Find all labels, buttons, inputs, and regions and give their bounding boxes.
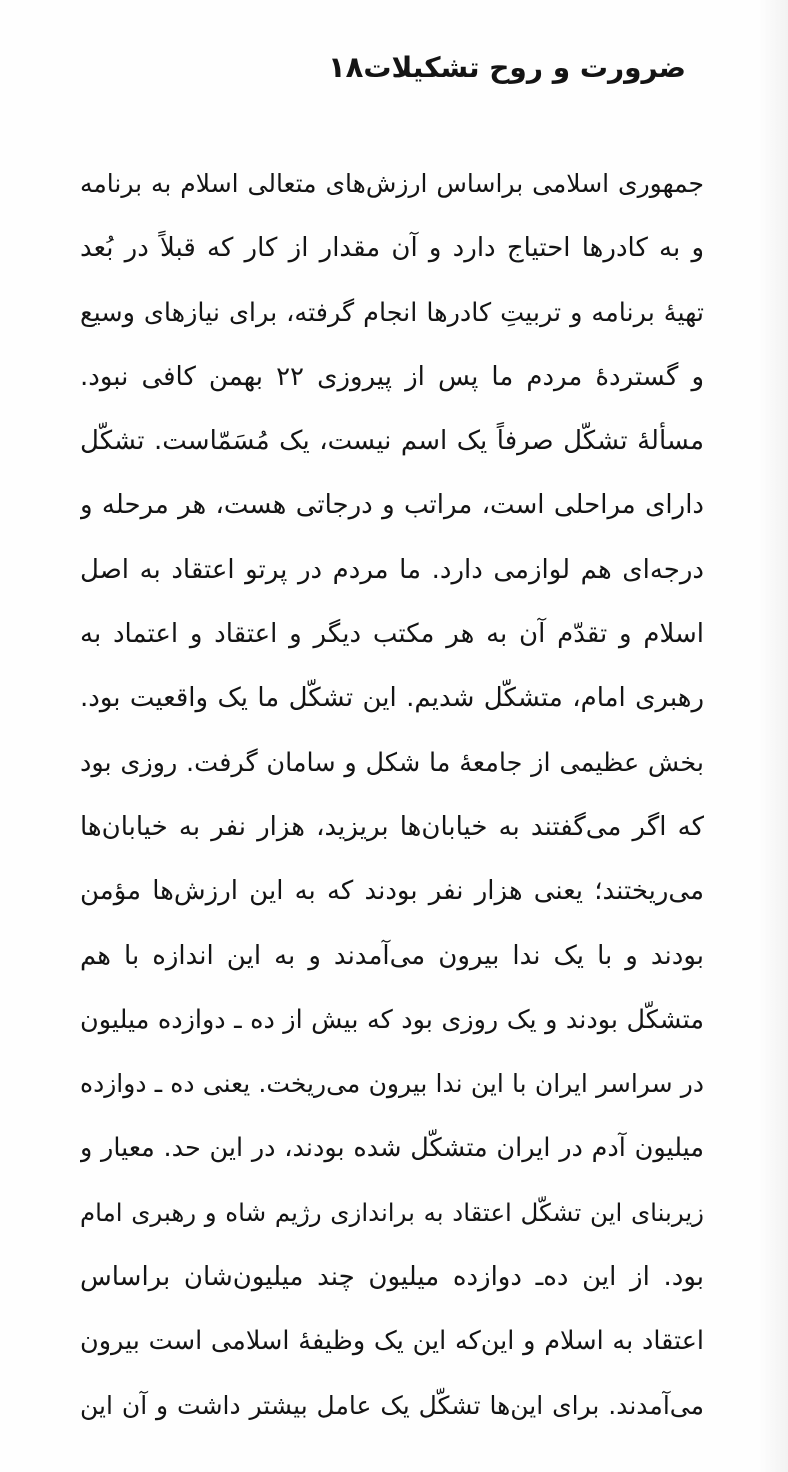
page-number: ۱۸: [327, 50, 364, 84]
text-line: اعتقاد به اسلام و این‌که این یک وظیفهٔ اسلامی است بیرون: [80, 1326, 704, 1357]
text-line: دارای مراحلی است، مراتب و درجاتی هست، هر مرحله و: [80, 490, 704, 521]
text-line: درجه‌ای هم لوازمی دارد. ما مردم در پرتو اعتقاد به اصل: [80, 554, 704, 585]
text-line: رهبری امام، متشکّل شدیم. این تشکّل ما یک واقعیت بود.: [80, 683, 704, 714]
text-line: بود. از این ده‌ـ دوازده میلیون چند میلیون‌شان براساس: [80, 1262, 704, 1293]
text-line: و گستردهٔ مردم ما پس از پیروزی ۲۲ بهمن کافی نبود.: [80, 361, 704, 392]
chapter-title: ضرورت و روح تشکیلات: [363, 50, 686, 84]
text-line: می‌ریختند؛ یعنی هزار نفر بودند که به این ارزش‌ها مؤمن: [80, 876, 704, 907]
text-line: که اگر می‌گفتند به خیابان‌ها بریزید، هزار نفر به خیابان‌ها: [80, 811, 704, 842]
text-line: زیربنای این تشکّل اعتقاد به براندازی رژیم شاه و رهبری امام: [80, 1197, 704, 1227]
text-line: بودند و با یک ندا بیرون می‌آمدند و به این اندازه با هم: [80, 940, 704, 971]
text-line: میلیون آدم در ایران متشکّل شده بودند، در این حد. معیار و: [80, 1133, 704, 1164]
text-line: جمهوری اسلامی براساس ارزش‌های متعالی اسلام به برنامه: [80, 169, 704, 198]
text-line: مسألهٔ تشکّل صرفاً یک اسم نیست، یک مُسَمّاست. تشکّل: [80, 426, 704, 457]
text-line: و به کادرها احتیاج دارد و آن مقدار از کار که قبلاً در بُعد: [80, 233, 704, 264]
page-edge-shadow: [758, 0, 788, 1472]
text-line: بخش عظیمی از جامعهٔ ما شکل و سامان گرفت. روزی بود: [80, 747, 704, 778]
text-line: می‌آمدند. برای این‌ها تشکّل یک عامل بیشتر داشت و آن این: [80, 1390, 704, 1420]
text-line: اسلام و تقدّم آن به هر مکتب دیگر و اعتقاد و اعتماد به: [80, 619, 704, 650]
body-text: [80, 152, 704, 1438]
text-line: تهیهٔ برنامه و تربیتِ کادرها انجام گرفته، برای نیازهای وسیع: [80, 297, 704, 328]
text-line: متشکّل بودند و یک روزی بود که بیش از ده ـ دوازده میلیون: [80, 1004, 704, 1035]
text-line: در سراسر ایران با این ندا بیرون می‌ریخت. یعنی ده ـ دوازده: [80, 1069, 704, 1099]
page-header: [314, 42, 686, 92]
